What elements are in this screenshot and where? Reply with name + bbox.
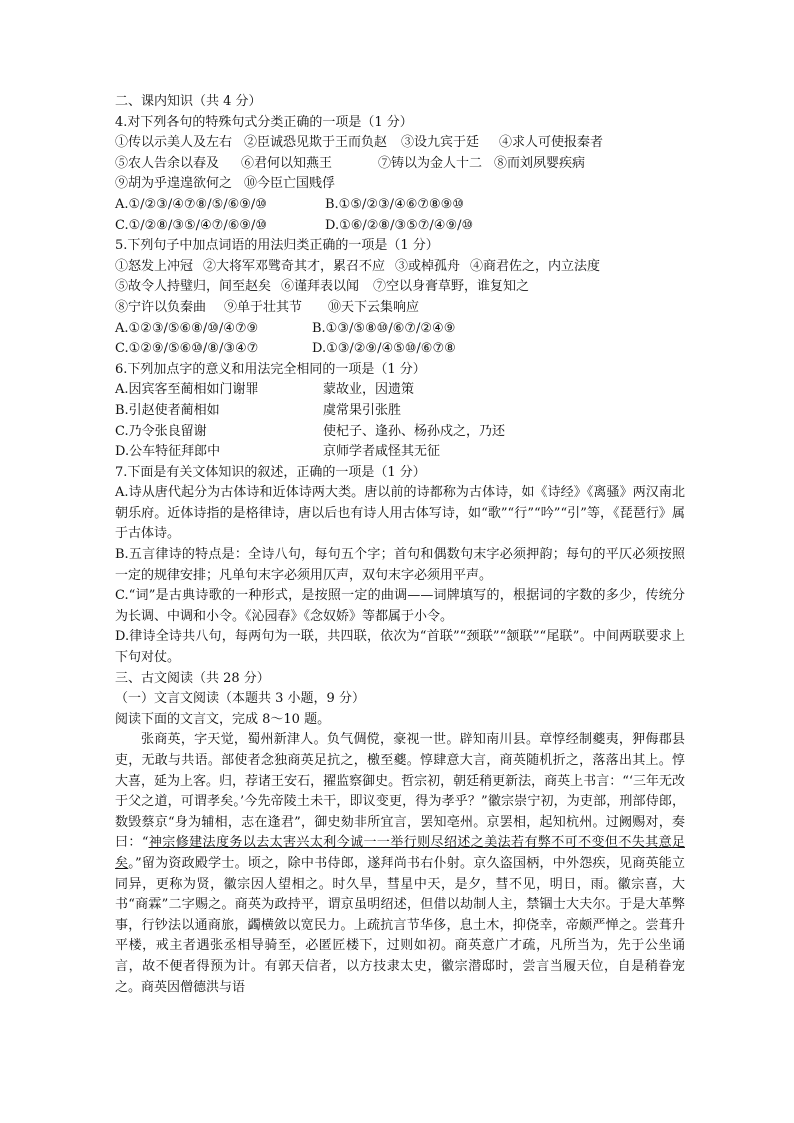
q4-option-d: D.①⑥/②⑧/③⑤⑦/④⑨/⑩ xyxy=(325,217,474,233)
q6-option-c-row xyxy=(115,422,685,443)
q7-option-d: D.律诗全诗共八句，每两句为一联，共四联，依次为“首联”“颈联”“颔联”“尾联”。中间两联要求上下句对仗。 xyxy=(115,629,685,666)
q4-item: ⑤农人告余以春及 xyxy=(115,155,220,171)
q6-option-a-pair: 蒙故业，因遗策 xyxy=(323,382,415,398)
q4-items-2 xyxy=(115,154,685,175)
q4-stem: 4.对下列各句的特殊句式分类正确的一项是（1 分） xyxy=(115,114,413,130)
q7-option-c: C.“词”是古典诗歌的一种形式，是按照一定的曲调——词牌填写的，根据词的字数的多少，传统分为长调、中调和小令。《沁园春》《念奴娇》等都属于小令。 xyxy=(115,588,685,624)
section3-subheading: （一）文言文阅读（本题共 3 小题，9 分） xyxy=(115,691,365,707)
q6-option-c: C.乃令张良留谢 xyxy=(115,423,207,439)
q4-item: ③设九宾于廷 xyxy=(401,135,480,151)
q4-item: ⑨胡为乎遑遑欲何之 xyxy=(115,176,233,192)
q4-item: ⑩今臣亡国贱俘 xyxy=(244,176,336,192)
passage-text-continued: 。”留为资政殿学士。顷之，除中书侍郎，遂拜尚书右仆射。京久盗国柄，中外怨疾，见商英能立同异，更称为贤，徽宗因人望相之。时久旱，彗星中天，是夕，彗不见，明日，雨。徽宗喜，大书“商霖”二字赐之。商英为政持平，谓京虽明绍述，但借以劫制人主，禁锢士大夫尔。于是大革弊事，行钞法以通商旅，蠲横敛以宽民力。上疏抗言节华侈，息土木，抑侥幸，帝颇严惮之。尝葺升平楼，戒主者遇张丞相导骑至，必匿匠楼下，过则如初。商英意广才疏，凡所当为，先于公坐诵言，故不便者得预为计。有郭天信者，以方技隶太史，徽宗潜邸时，尝言当履天位，自是稍眷宠之。商英因僧德洪与语 xyxy=(115,855,685,995)
reading-instruction: 阅读下面的文言文，完成 8～10 题。 xyxy=(115,711,331,727)
q4-options-ab xyxy=(115,195,685,216)
section3-heading: 三、古文阅读（共 28 分） xyxy=(115,670,270,686)
q5-option-b: B.①③/⑤⑧⑩/⑥⑦/②④⑨ xyxy=(312,320,456,336)
q7-stem: 7.下面是有关文体知识的叙述，正确的一项是（1 分） xyxy=(115,464,426,480)
q5-item: ③或棹孤舟 xyxy=(395,258,461,274)
q4-item: ①传以示美人及左右 xyxy=(115,135,233,151)
q5-item: ②大将军邓骘奇其才，累召不应 xyxy=(203,258,386,274)
q4-item: ⑥君何以知燕王 xyxy=(241,155,333,171)
q7-option-a: A.诗从唐代起分为古体诗和近体诗两大类。唐以前的诗都称为古体诗，如《诗经》《离骚》两汉南北朝乐府。近体诗指的是格律诗，唐以后也有诗人用古体写诗，如“歌”“行”“吟”“引”等，《琵琶行》属于古体诗。 xyxy=(115,485,685,542)
q6-stem: 6.下列加点字的意义和用法完全相同的一项是（1 分） xyxy=(115,361,426,377)
section2-heading: 二、课内知识（共 4 分） xyxy=(115,94,262,109)
q4-items-3 xyxy=(115,174,685,195)
q6-option-d-row xyxy=(115,442,685,463)
q5-stem: 5.下列句子中加点词语的用法归类正确的一项是（1 分） xyxy=(115,238,439,254)
q4-item: ②臣诚恐见欺于王而负赵 xyxy=(244,135,388,151)
q5-item: ⑤故令人持璧归，间至赵矣 xyxy=(115,279,272,295)
underlined-sentence: 神宗修建法度务以去太害兴太利今诚一一举行则尽绍述之美法若有弊不可不变但不失其意足矣 xyxy=(115,835,685,871)
q6-option-a: A.因宾客至蔺相如门谢罪 xyxy=(115,382,259,398)
q5-items-2 xyxy=(115,277,685,298)
q5-option-d: D.①③/②⑨/④⑤⑩/⑥⑦⑧ xyxy=(312,341,456,357)
classical-passage xyxy=(115,730,685,998)
q4-option-a: A.①/②③/④⑦⑧/⑤/⑥⑨/⑩ xyxy=(115,196,267,212)
q5-item: ⑧宁许以负秦曲 xyxy=(115,299,207,315)
q5-options-cd xyxy=(115,339,685,360)
q4-options-cd xyxy=(115,216,685,237)
q4-option-b: B.①⑤/②③/④⑥⑦⑧⑨⑩ xyxy=(325,196,464,212)
q5-item: ⑥谨拜表以闻 xyxy=(281,279,360,295)
passage-text: 张商英，字天觉，蜀州新津人。负气倜傥，豪视一世。辟知南川县。章惇经制夔夷，狎侮郡县吏，无敢与共语。部使者念独商英足抗之，檄至夔。惇肆意大言，商英随机折之，落落出其上。惇大喜，延为上客。归，荐诸王安石，擢监察御史。哲宗初，朝廷稍更新法，商英上书言：“‘三年无改于父之道，可谓孝矣。’今先帝陵土未干，即议变更，得为孝乎？”徽宗崇宁初，为吏部，刑部侍郎，数毁蔡京“身为辅相，志在逢君”，御史劾非所宜言，罢知亳州。京罢相，起知杭州。过阙赐对，奏曰：“ xyxy=(115,732,685,851)
q5-item: ⑦空以身膏草野，谁复知之 xyxy=(373,279,530,295)
q4-items-1 xyxy=(115,133,685,154)
q6-option-a-row xyxy=(115,380,685,401)
q6-option-b: B.引赵使者蔺相如 xyxy=(115,402,220,418)
q5-option-c: C.①②⑨/⑤⑥⑩/⑧/③④⑦ xyxy=(115,341,259,357)
q5-item: ⑨单于壮其节 xyxy=(224,299,303,315)
q4-item: ⑧而刘夙婴疾病 xyxy=(494,155,586,171)
q4-option-c: C.①/②⑧/③⑤/④⑦/⑥⑨/⑩ xyxy=(115,217,268,233)
q5-item: ④商君佐之，内立法度 xyxy=(470,258,601,274)
q4-item: ⑦铸以为金人十二 xyxy=(378,155,483,171)
q5-items-1 xyxy=(115,257,685,278)
q5-item: ①怒发上冲冠 xyxy=(115,258,194,274)
q6-option-b-pair: 虞常果引张胜 xyxy=(323,402,402,418)
q4-item: ④求人可使报秦者 xyxy=(499,135,604,151)
q6-option-d-pair: 京师学者咸怪其无征 xyxy=(323,444,441,460)
q6-option-b-row xyxy=(115,401,685,422)
q5-item: ⑩天下云集响应 xyxy=(328,299,420,315)
q7-option-b: B.五言律诗的特点是：全诗八句，每句五个字；首句和偶数句末字必须押韵；每句的平仄必须按照一定的规律安排；凡单句末字必须用仄声，双句末字必须用平声。 xyxy=(115,547,685,583)
exam-page xyxy=(115,92,685,998)
q6-option-d: D.公车特征拜郎中 xyxy=(115,444,221,460)
q5-option-a: A.①②③/⑤⑥⑧/⑩/④⑦⑨ xyxy=(115,320,259,336)
q5-options-ab xyxy=(115,319,685,340)
q5-items-3 xyxy=(115,298,685,319)
q6-option-c-pair: 使杞子、逢孙、杨孙戍之，乃还 xyxy=(323,423,506,439)
